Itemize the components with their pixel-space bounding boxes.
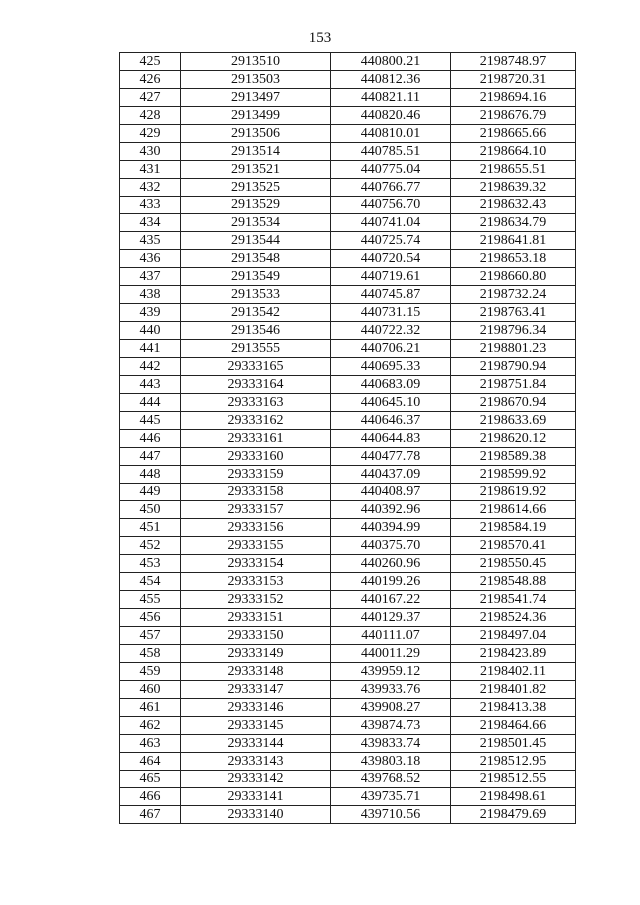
table-row — [120, 178, 576, 196]
table-row — [120, 53, 576, 71]
point-code-cell: 29333143 — [181, 752, 331, 770]
y-coordinate-cell: 2198589.38 — [451, 447, 576, 465]
x-coordinate-cell: 440477.78 — [331, 447, 451, 465]
point-code-cell: 29333161 — [181, 429, 331, 447]
x-coordinate-cell: 440731.15 — [331, 304, 451, 322]
page-number: 153 — [308, 30, 332, 46]
point-number-cell: 460 — [120, 680, 181, 698]
table-row — [120, 483, 576, 501]
point-number-cell: 434 — [120, 214, 181, 232]
y-coordinate-cell: 2198639.32 — [451, 178, 576, 196]
table-row — [120, 734, 576, 752]
point-code-cell: 2913548 — [181, 250, 331, 268]
x-coordinate-cell: 440810.01 — [331, 124, 451, 142]
point-number-cell: 439 — [120, 304, 181, 322]
x-coordinate-cell: 440756.70 — [331, 196, 451, 214]
point-code-cell: 29333152 — [181, 591, 331, 609]
y-coordinate-cell: 2198619.92 — [451, 483, 576, 501]
x-coordinate-cell: 440725.74 — [331, 232, 451, 250]
y-coordinate-cell: 2198665.66 — [451, 124, 576, 142]
table-row — [120, 716, 576, 734]
point-number-cell: 436 — [120, 250, 181, 268]
table-row — [120, 357, 576, 375]
y-coordinate-cell: 2198413.38 — [451, 698, 576, 716]
table-row — [120, 519, 576, 537]
point-code-cell: 29333146 — [181, 698, 331, 716]
point-number-cell: 430 — [120, 142, 181, 160]
point-code-cell: 29333145 — [181, 716, 331, 734]
point-code-cell: 29333142 — [181, 770, 331, 788]
coordinates-table — [119, 52, 576, 824]
x-coordinate-cell: 440812.36 — [331, 70, 451, 88]
table-row — [120, 142, 576, 160]
point-code-cell: 29333150 — [181, 627, 331, 645]
point-code-cell: 2913544 — [181, 232, 331, 250]
y-coordinate-cell: 2198790.94 — [451, 357, 576, 375]
point-code-cell: 2913497 — [181, 88, 331, 106]
table-row — [120, 501, 576, 519]
point-code-cell: 2913521 — [181, 160, 331, 178]
y-coordinate-cell: 2198748.97 — [451, 53, 576, 71]
x-coordinate-cell: 440408.97 — [331, 483, 451, 501]
point-code-cell: 29333154 — [181, 555, 331, 573]
point-number-cell: 446 — [120, 429, 181, 447]
point-number-cell: 456 — [120, 609, 181, 627]
x-coordinate-cell: 440821.11 — [331, 88, 451, 106]
x-coordinate-cell: 440695.33 — [331, 357, 451, 375]
y-coordinate-cell: 2198620.12 — [451, 429, 576, 447]
table-row — [120, 250, 576, 268]
y-coordinate-cell: 2198676.79 — [451, 106, 576, 124]
point-code-cell: 29333164 — [181, 375, 331, 393]
y-coordinate-cell: 2198664.10 — [451, 142, 576, 160]
point-number-cell: 462 — [120, 716, 181, 734]
point-number-cell: 440 — [120, 322, 181, 340]
table-row — [120, 591, 576, 609]
point-code-cell: 29333155 — [181, 537, 331, 555]
point-code-cell: 2913506 — [181, 124, 331, 142]
x-coordinate-cell: 440260.96 — [331, 555, 451, 573]
table-row — [120, 232, 576, 250]
point-code-cell: 29333162 — [181, 411, 331, 429]
x-coordinate-cell: 439833.74 — [331, 734, 451, 752]
y-coordinate-cell: 2198550.45 — [451, 555, 576, 573]
point-code-cell: 29333156 — [181, 519, 331, 537]
x-coordinate-cell: 440437.09 — [331, 465, 451, 483]
x-coordinate-cell: 439959.12 — [331, 662, 451, 680]
x-coordinate-cell: 440766.77 — [331, 178, 451, 196]
point-code-cell: 2913555 — [181, 340, 331, 358]
table-row — [120, 160, 576, 178]
point-number-cell: 425 — [120, 53, 181, 71]
point-code-cell: 29333157 — [181, 501, 331, 519]
point-code-cell: 29333153 — [181, 573, 331, 591]
table-row — [120, 340, 576, 358]
point-number-cell: 428 — [120, 106, 181, 124]
point-number-cell: 435 — [120, 232, 181, 250]
y-coordinate-cell: 2198570.41 — [451, 537, 576, 555]
point-code-cell: 2913542 — [181, 304, 331, 322]
x-coordinate-cell: 440745.87 — [331, 286, 451, 304]
point-number-cell: 431 — [120, 160, 181, 178]
x-coordinate-cell: 440111.07 — [331, 627, 451, 645]
table-row — [120, 375, 576, 393]
x-coordinate-cell: 440820.46 — [331, 106, 451, 124]
point-number-cell: 449 — [120, 483, 181, 501]
table-row — [120, 70, 576, 88]
point-code-cell: 29333160 — [181, 447, 331, 465]
x-coordinate-cell: 439933.76 — [331, 680, 451, 698]
point-number-cell: 444 — [120, 393, 181, 411]
y-coordinate-cell: 2198694.16 — [451, 88, 576, 106]
table-row — [120, 555, 576, 573]
y-coordinate-cell: 2198732.24 — [451, 286, 576, 304]
table-row — [120, 196, 576, 214]
y-coordinate-cell: 2198524.36 — [451, 609, 576, 627]
x-coordinate-cell: 439768.52 — [331, 770, 451, 788]
point-code-cell: 29333141 — [181, 788, 331, 806]
y-coordinate-cell: 2198632.43 — [451, 196, 576, 214]
point-code-cell: 29333149 — [181, 644, 331, 662]
point-number-cell: 467 — [120, 806, 181, 824]
point-number-cell: 466 — [120, 788, 181, 806]
point-number-cell: 452 — [120, 537, 181, 555]
point-number-cell: 464 — [120, 752, 181, 770]
y-coordinate-cell: 2198584.19 — [451, 519, 576, 537]
point-code-cell: 29333147 — [181, 680, 331, 698]
y-coordinate-cell: 2198423.89 — [451, 644, 576, 662]
point-number-cell: 463 — [120, 734, 181, 752]
x-coordinate-cell: 440011.29 — [331, 644, 451, 662]
y-coordinate-cell: 2198633.69 — [451, 411, 576, 429]
table-row — [120, 286, 576, 304]
table-row — [120, 573, 576, 591]
y-coordinate-cell: 2198501.45 — [451, 734, 576, 752]
y-coordinate-cell: 2198541.74 — [451, 591, 576, 609]
table-row — [120, 662, 576, 680]
y-coordinate-cell: 2198653.18 — [451, 250, 576, 268]
table-row — [120, 393, 576, 411]
x-coordinate-cell: 439710.56 — [331, 806, 451, 824]
point-number-cell: 458 — [120, 644, 181, 662]
table-row — [120, 268, 576, 286]
x-coordinate-cell: 440199.26 — [331, 573, 451, 591]
point-code-cell: 2913514 — [181, 142, 331, 160]
x-coordinate-cell: 440800.21 — [331, 53, 451, 71]
x-coordinate-cell: 440720.54 — [331, 250, 451, 268]
x-coordinate-cell: 440129.37 — [331, 609, 451, 627]
x-coordinate-cell: 440741.04 — [331, 214, 451, 232]
table-row — [120, 644, 576, 662]
table-row — [120, 106, 576, 124]
table-row — [120, 124, 576, 142]
y-coordinate-cell: 2198655.51 — [451, 160, 576, 178]
x-coordinate-cell: 440375.70 — [331, 537, 451, 555]
point-number-cell: 459 — [120, 662, 181, 680]
point-number-cell: 465 — [120, 770, 181, 788]
y-coordinate-cell: 2198401.82 — [451, 680, 576, 698]
table-row — [120, 609, 576, 627]
point-code-cell: 2913549 — [181, 268, 331, 286]
point-number-cell: 443 — [120, 375, 181, 393]
table-row — [120, 465, 576, 483]
point-code-cell: 29333163 — [181, 393, 331, 411]
point-number-cell: 432 — [120, 178, 181, 196]
point-number-cell: 442 — [120, 357, 181, 375]
point-number-cell: 441 — [120, 340, 181, 358]
y-coordinate-cell: 2198720.31 — [451, 70, 576, 88]
y-coordinate-cell: 2198796.34 — [451, 322, 576, 340]
table-body — [120, 53, 576, 824]
table-row — [120, 627, 576, 645]
x-coordinate-cell: 440394.99 — [331, 519, 451, 537]
y-coordinate-cell: 2198641.81 — [451, 232, 576, 250]
y-coordinate-cell: 2198801.23 — [451, 340, 576, 358]
point-code-cell: 2913525 — [181, 178, 331, 196]
x-coordinate-cell: 439803.18 — [331, 752, 451, 770]
y-coordinate-cell: 2198670.94 — [451, 393, 576, 411]
x-coordinate-cell: 440392.96 — [331, 501, 451, 519]
point-code-cell: 29333165 — [181, 357, 331, 375]
point-code-cell: 29333159 — [181, 465, 331, 483]
table-row — [120, 411, 576, 429]
point-number-cell: 453 — [120, 555, 181, 573]
y-coordinate-cell: 2198751.84 — [451, 375, 576, 393]
point-number-cell: 448 — [120, 465, 181, 483]
point-code-cell: 2913529 — [181, 196, 331, 214]
table-row — [120, 698, 576, 716]
point-number-cell: 427 — [120, 88, 181, 106]
table-row — [120, 322, 576, 340]
point-code-cell: 29333140 — [181, 806, 331, 824]
y-coordinate-cell: 2198614.66 — [451, 501, 576, 519]
x-coordinate-cell: 440167.22 — [331, 591, 451, 609]
x-coordinate-cell: 439874.73 — [331, 716, 451, 734]
point-number-cell: 426 — [120, 70, 181, 88]
point-code-cell: 2913534 — [181, 214, 331, 232]
y-coordinate-cell: 2198498.61 — [451, 788, 576, 806]
x-coordinate-cell: 440706.21 — [331, 340, 451, 358]
point-number-cell: 433 — [120, 196, 181, 214]
x-coordinate-cell: 440644.83 — [331, 429, 451, 447]
point-number-cell: 438 — [120, 286, 181, 304]
y-coordinate-cell: 2198634.79 — [451, 214, 576, 232]
point-code-cell: 29333144 — [181, 734, 331, 752]
x-coordinate-cell: 439908.27 — [331, 698, 451, 716]
table-row — [120, 214, 576, 232]
y-coordinate-cell: 2198402.11 — [451, 662, 576, 680]
x-coordinate-cell: 439735.71 — [331, 788, 451, 806]
y-coordinate-cell: 2198512.95 — [451, 752, 576, 770]
table-row — [120, 429, 576, 447]
y-coordinate-cell: 2198660.80 — [451, 268, 576, 286]
point-number-cell: 445 — [120, 411, 181, 429]
x-coordinate-cell: 440719.61 — [331, 268, 451, 286]
point-number-cell: 455 — [120, 591, 181, 609]
table-row — [120, 88, 576, 106]
x-coordinate-cell: 440645.10 — [331, 393, 451, 411]
x-coordinate-cell: 440785.51 — [331, 142, 451, 160]
x-coordinate-cell: 440722.32 — [331, 322, 451, 340]
x-coordinate-cell: 440775.04 — [331, 160, 451, 178]
y-coordinate-cell: 2198548.88 — [451, 573, 576, 591]
y-coordinate-cell: 2198763.41 — [451, 304, 576, 322]
point-number-cell: 451 — [120, 519, 181, 537]
point-number-cell: 461 — [120, 698, 181, 716]
point-number-cell: 457 — [120, 627, 181, 645]
point-code-cell: 2913503 — [181, 70, 331, 88]
table-row — [120, 788, 576, 806]
y-coordinate-cell: 2198599.92 — [451, 465, 576, 483]
x-coordinate-cell: 440646.37 — [331, 411, 451, 429]
table-row — [120, 537, 576, 555]
point-number-cell: 450 — [120, 501, 181, 519]
point-code-cell: 2913510 — [181, 53, 331, 71]
y-coordinate-cell: 2198479.69 — [451, 806, 576, 824]
point-code-cell: 29333158 — [181, 483, 331, 501]
point-code-cell: 29333151 — [181, 609, 331, 627]
y-coordinate-cell: 2198512.55 — [451, 770, 576, 788]
point-code-cell: 2913499 — [181, 106, 331, 124]
y-coordinate-cell: 2198464.66 — [451, 716, 576, 734]
table-row — [120, 770, 576, 788]
y-coordinate-cell: 2198497.04 — [451, 627, 576, 645]
point-number-cell: 454 — [120, 573, 181, 591]
point-code-cell: 29333148 — [181, 662, 331, 680]
table-row — [120, 752, 576, 770]
point-number-cell: 447 — [120, 447, 181, 465]
point-code-cell: 2913533 — [181, 286, 331, 304]
table-row — [120, 447, 576, 465]
x-coordinate-cell: 440683.09 — [331, 375, 451, 393]
point-number-cell: 429 — [120, 124, 181, 142]
table-row — [120, 680, 576, 698]
point-number-cell: 437 — [120, 268, 181, 286]
point-code-cell: 2913546 — [181, 322, 331, 340]
table-row — [120, 806, 576, 824]
table-row — [120, 304, 576, 322]
